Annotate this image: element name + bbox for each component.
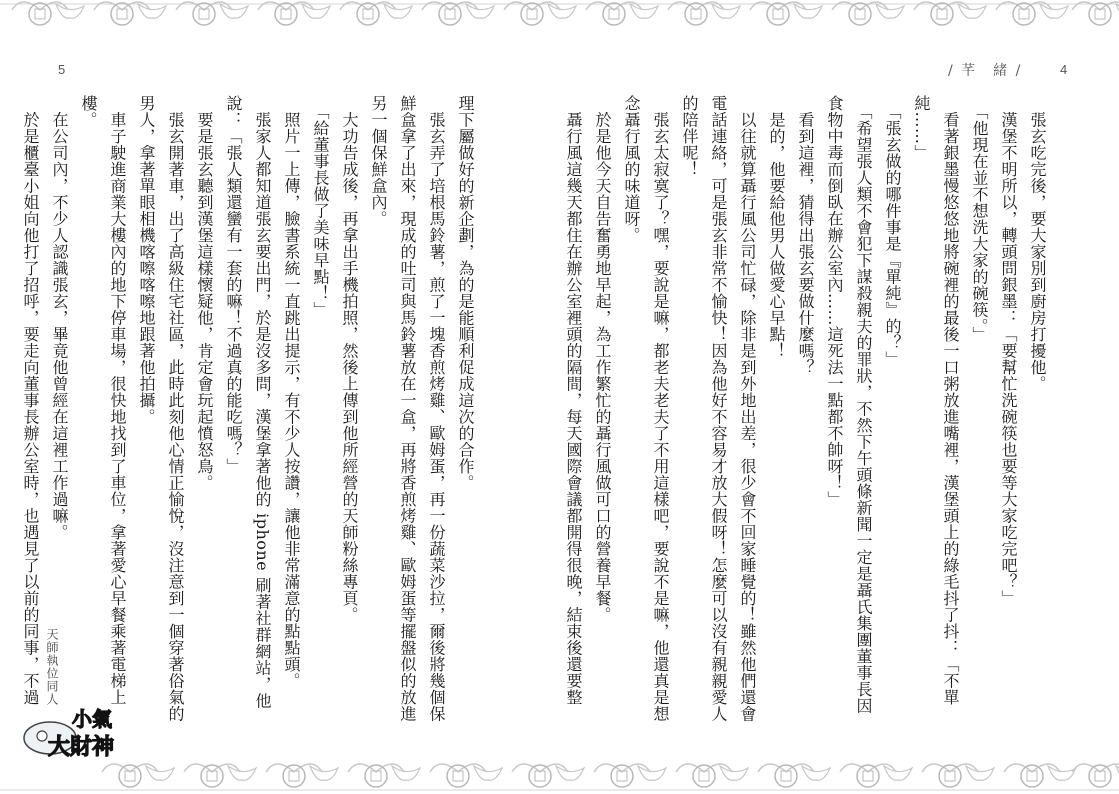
paragraph: 大功告成後，再拿出手機拍照，然後上傳到他所經營的天師粉絲專頁。	[340, 95, 359, 623]
paragraph: 理下屬做好的新企劃，為的是能順利促成這次的合作。	[456, 95, 475, 491]
paragraph: 於是他今天自告奮勇地早起，為工作繁忙的聶行風做可口的營養早餐。	[593, 95, 612, 623]
paragraph: 張玄太寂寞了？嘿，要說是嘛，都老夫老夫了不用這樣吧，要說不是嘛，他還真是想念聶行風的味道呀。	[622, 95, 670, 722]
paragraph: 要是張玄聽到漢堡這樣懷疑他，肯定會玩起憤怒鳥。	[195, 95, 214, 491]
paragraph: 「希望張人類不會犯下謀殺親夫的罪狀，不然下午頭條新聞一定是聶氏集團董事長因食物中毒而倒臥在辦公室內……這死法一點都不帥呀！」	[825, 95, 873, 714]
decorative-coin-border-top	[0, 0, 1119, 40]
paragraph: 看到這裡，猜得出張玄要做什麼嗎？	[796, 95, 815, 376]
paragraph: 看著銀墨慢悠悠地將碗裡的最後一口粥放進嘴裡，漢堡頭上的綠毛抖了抖：「不單純……」	[912, 95, 960, 706]
paragraph: 漢堡不明所以，轉頭問銀墨：「要幫忙洗碗筷也要等大家吃完吧？」	[999, 95, 1018, 607]
book-logo	[20, 700, 140, 760]
paragraph: 「給董事長做了美味早點！」	[311, 95, 330, 318]
decorative-coin-border-bottom	[0, 754, 1119, 794]
paragraph: 於是櫃臺小姐向他打了招呼，要走向董事長辦公室時，也遇見了以前的同事，不過	[21, 95, 40, 706]
paragraph: 張玄開著車，出了高級住宅社區，此時此刻他心情正愉悅，沒注意到一個穿著俗氣的男人，拿著單眼相機喀嚓喀嚓地跟著他拍攝。	[137, 95, 185, 722]
right-page-text	[564, 95, 1052, 725]
paragraph: 照片一上傳，臉書系統一直跳出提示，有不少人按讚，讓他非常滿意的點點頭。	[282, 95, 301, 689]
paragraph: 張玄吃完後，要大家別到廚房打擾他。	[1028, 95, 1047, 392]
series-label: 天師執位同人	[45, 628, 59, 706]
paragraph: 在公司內，不少人認識張玄，畢竟他曾經在這裡工作過嘛。	[50, 95, 69, 541]
paragraph: 以往就算聶行風公司忙碌，除非是到外地出差，很少會不回家睡覺的！雖然他們還會電話連絡，可是張玄非常不愉快！因為他好不容易才放大假呀！怎麼可以沒有親親愛人的陪伴呢！	[680, 95, 757, 722]
logo-text-top: 小氣	[72, 707, 112, 731]
page-number-left: 5	[58, 62, 66, 77]
author-header: / 芊 緒 /	[948, 63, 1023, 79]
paragraph: 張家人都知道張玄要出門，於是沒多問，漢堡拿著他的 iphone 刷著社群網站，他說：「張人類還蠻有一套的嘛！不過真的能吃嗎？」	[224, 95, 272, 709]
paragraph: 車子駛進商業大樓內的地下停車場，很快地找到了車位，拿著愛心早餐乘著電梯上樓。	[79, 95, 127, 706]
logo-text-bottom: 大財神	[48, 734, 115, 760]
page-number-right: 4	[1060, 62, 1068, 77]
paragraph: 是的，他要給他男人做愛心早點！	[767, 95, 786, 359]
paragraph: 張玄弄了培根馬鈴薯，煎了一塊香煎烤雞、歐姆蛋，再一份蔬菜沙拉，爾後將幾個保鮮盒拿了出來，現成的吐司與馬鈴薯放在一盒，再將香煎烤雞、歐姆蛋等擺盤似的放進另一個保鮮盒內。	[369, 95, 446, 722]
paragraph: 聶行風這幾天都住在辦公室裡頭的隔間，每天國際會議都開得很晚，結束後還要整	[564, 95, 583, 706]
paragraph: 「他現在並不想洗大家的碗筷。」	[970, 95, 989, 343]
paragraph: 「張玄做的哪件事是『單純』的？」	[883, 95, 902, 368]
